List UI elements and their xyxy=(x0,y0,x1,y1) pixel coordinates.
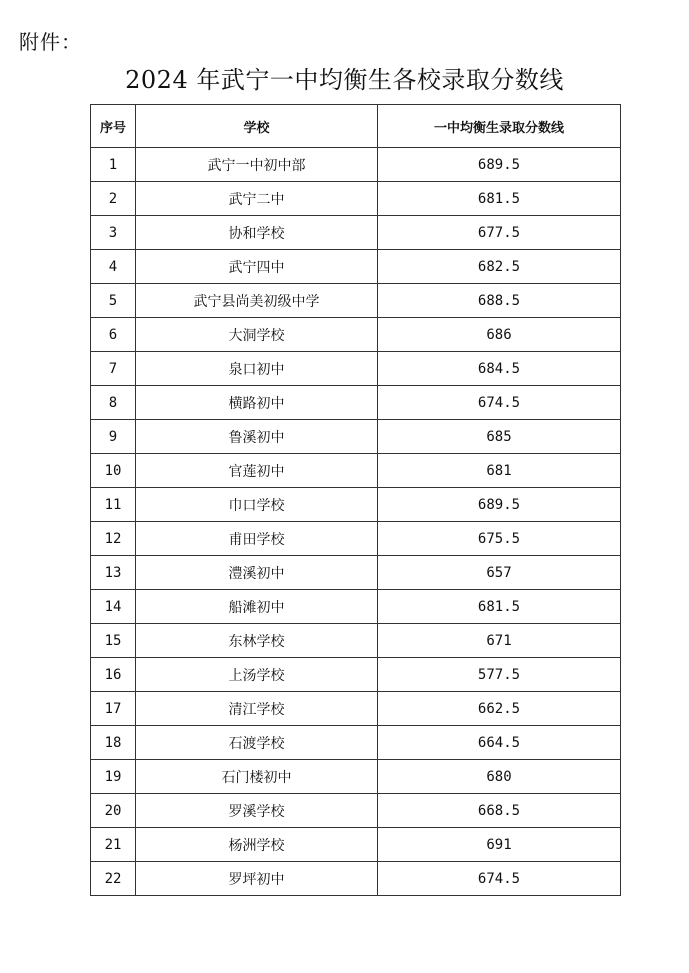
table-row xyxy=(91,454,621,488)
row-score: 674.5 xyxy=(378,862,621,896)
header-score: 一中均衡生录取分数线 xyxy=(378,105,621,148)
row-index: 16 xyxy=(91,658,136,692)
row-index: 15 xyxy=(91,624,136,658)
row-index: 21 xyxy=(91,828,136,862)
table-row xyxy=(91,794,621,828)
table-row xyxy=(91,590,621,624)
row-index: 6 xyxy=(91,318,136,352)
row-score: 668.5 xyxy=(378,794,621,828)
table-row xyxy=(91,522,621,556)
row-score: 682.5 xyxy=(378,250,621,284)
row-school: 鲁溪初中 xyxy=(136,420,378,454)
header-school: 学校 xyxy=(136,105,378,148)
row-score: 688.5 xyxy=(378,284,621,318)
row-school: 泉口初中 xyxy=(136,352,378,386)
table-row xyxy=(91,148,621,182)
table-row xyxy=(91,726,621,760)
row-school: 武宁一中初中部 xyxy=(136,148,378,182)
table-row xyxy=(91,386,621,420)
row-school: 石门楼初中 xyxy=(136,760,378,794)
row-index: 9 xyxy=(91,420,136,454)
table-row xyxy=(91,250,621,284)
table-row xyxy=(91,216,621,250)
row-school: 武宁县尚美初级中学 xyxy=(136,284,378,318)
row-index: 1 xyxy=(91,148,136,182)
row-score: 577.5 xyxy=(378,658,621,692)
row-school: 石渡学校 xyxy=(136,726,378,760)
row-score: 681.5 xyxy=(378,182,621,216)
table-row xyxy=(91,760,621,794)
row-school: 武宁二中 xyxy=(136,182,378,216)
row-index: 4 xyxy=(91,250,136,284)
table-row xyxy=(91,182,621,216)
row-school: 甫田学校 xyxy=(136,522,378,556)
row-school: 杨洲学校 xyxy=(136,828,378,862)
attachment-label: 附件： xyxy=(19,30,82,54)
row-score: 680 xyxy=(378,760,621,794)
row-score: 677.5 xyxy=(378,216,621,250)
row-index: 18 xyxy=(91,726,136,760)
row-school: 武宁四中 xyxy=(136,250,378,284)
page-title: 2024 年武宁一中均衡生各校录取分数线 xyxy=(125,66,564,94)
row-index: 14 xyxy=(91,590,136,624)
row-school: 官莲初中 xyxy=(136,454,378,488)
table-row xyxy=(91,420,621,454)
table-row xyxy=(91,862,621,896)
row-score: 691 xyxy=(378,828,621,862)
row-school: 巾口学校 xyxy=(136,488,378,522)
row-school: 清江学校 xyxy=(136,692,378,726)
row-score: 657 xyxy=(378,556,621,590)
table-row xyxy=(91,624,621,658)
row-index: 17 xyxy=(91,692,136,726)
row-school: 上汤学校 xyxy=(136,658,378,692)
table-row xyxy=(91,556,621,590)
row-score: 684.5 xyxy=(378,352,621,386)
row-score: 689.5 xyxy=(378,148,621,182)
row-index: 7 xyxy=(91,352,136,386)
row-index: 22 xyxy=(91,862,136,896)
row-score: 675.5 xyxy=(378,522,621,556)
table-header-row xyxy=(91,105,621,148)
row-score: 686 xyxy=(378,318,621,352)
row-index: 2 xyxy=(91,182,136,216)
row-school: 澧溪初中 xyxy=(136,556,378,590)
row-school: 协和学校 xyxy=(136,216,378,250)
row-index: 8 xyxy=(91,386,136,420)
row-school: 横路初中 xyxy=(136,386,378,420)
row-score: 685 xyxy=(378,420,621,454)
row-score: 671 xyxy=(378,624,621,658)
row-school: 船滩初中 xyxy=(136,590,378,624)
row-score: 689.5 xyxy=(378,488,621,522)
table-row xyxy=(91,284,621,318)
row-school: 罗溪学校 xyxy=(136,794,378,828)
header-index: 序号 xyxy=(91,105,136,148)
row-score: 674.5 xyxy=(378,386,621,420)
table-row xyxy=(91,658,621,692)
table-row xyxy=(91,352,621,386)
table-row xyxy=(91,488,621,522)
row-index: 12 xyxy=(91,522,136,556)
row-score: 662.5 xyxy=(378,692,621,726)
row-index: 10 xyxy=(91,454,136,488)
row-score: 664.5 xyxy=(378,726,621,760)
row-index: 11 xyxy=(91,488,136,522)
row-score: 681 xyxy=(378,454,621,488)
row-index: 5 xyxy=(91,284,136,318)
row-index: 19 xyxy=(91,760,136,794)
row-school: 东林学校 xyxy=(136,624,378,658)
row-index: 3 xyxy=(91,216,136,250)
row-score: 681.5 xyxy=(378,590,621,624)
row-index: 20 xyxy=(91,794,136,828)
table-row xyxy=(91,318,621,352)
row-school: 大洞学校 xyxy=(136,318,378,352)
table-row xyxy=(91,692,621,726)
row-school: 罗坪初中 xyxy=(136,862,378,896)
score-table xyxy=(90,104,621,896)
row-index: 13 xyxy=(91,556,136,590)
table-row xyxy=(91,828,621,862)
